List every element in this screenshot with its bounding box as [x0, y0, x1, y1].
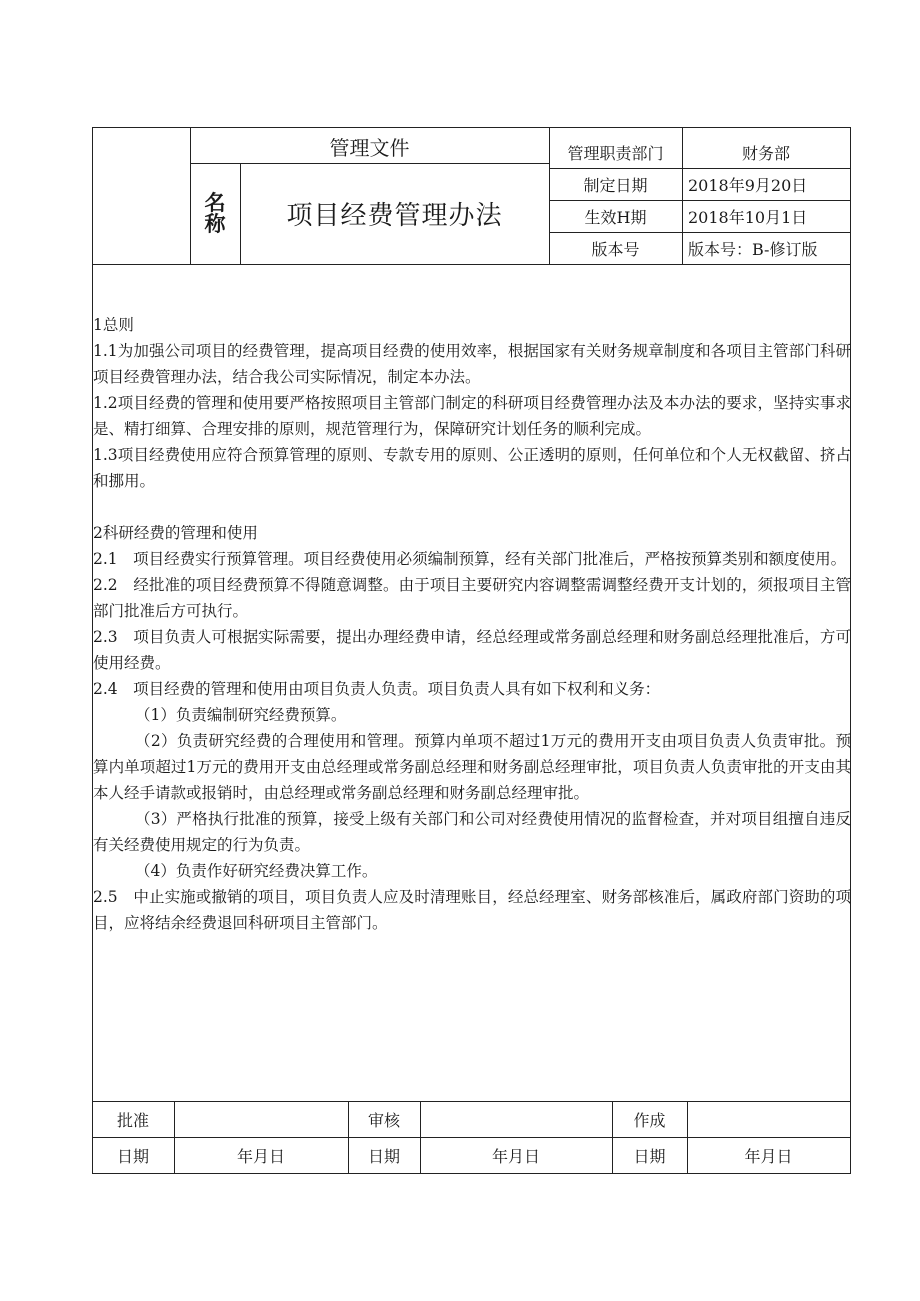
- doc-type: 管理文件: [329, 136, 410, 160]
- approve-date-label: 日期: [116, 1146, 149, 1166]
- dept-value: 财务部: [741, 143, 790, 163]
- approve-date-value[interactable]: 年月日: [236, 1146, 285, 1166]
- clause-2-4-item-2: （2）负责研究经费的合理使用和管理。预算内单项不超过1万元的费用开支由项目负责人负责审批。预算内单项超过1万元的费用开支由总经理或常务副总经理和财务副总经理审批，项目负责人负责审批的开支由其本人经手请款或报销时，由总经理或常务副总经理和财务副总经理审批。: [93, 732, 851, 802]
- review-date-value[interactable]: 年月日: [491, 1146, 540, 1166]
- effective-date-value: 2018年10月1日: [688, 207, 808, 227]
- version-value: 版本号：B-修订版: [688, 239, 818, 259]
- clause-2-3: 2.3 项目负责人可根据实际需要，提出办理经费申请，经总经理或常务副总经理和财务副总经理批准后，方可使用经费。: [93, 628, 851, 672]
- document-body: [93, 312, 851, 936]
- created-date-label: 制定日期: [583, 175, 648, 195]
- clause-2-4: 2.4 项目经费的管理和使用由项目负责人负责。项目负责人具有如下权利和义务：: [93, 680, 661, 698]
- version-label: 版本号: [591, 239, 640, 259]
- created-date-value: 2018年9月20日: [688, 175, 808, 195]
- clause-1-1: 1.1为加强公司项目的经费管理，提高项目经费的使用效率，根据国家有关财务规章制度和各项目主管部门科研项目经费管理办法，结合我公司实际情况，制定本办法。: [93, 342, 851, 386]
- approve-signature[interactable]: [174, 1101, 348, 1137]
- document-title: 项目经费管理办法: [286, 201, 503, 231]
- section-1-title: 1总则: [93, 316, 134, 334]
- clause-2-4-item-3: （3）严格执行批准的预算，接受上级有关部门和公司对经费使用情况的监督检查，并对项目组擅自违反有关经费使用规定的行为负责。: [93, 810, 851, 854]
- effective-date-label: 生效H期: [584, 207, 647, 227]
- review-label: 审核: [367, 1110, 400, 1130]
- review-signature[interactable]: [420, 1101, 612, 1137]
- review-date-label: 日期: [367, 1146, 400, 1166]
- author-date-value[interactable]: 年月日: [744, 1146, 793, 1166]
- name-label-text: 名称: [204, 190, 226, 236]
- author-signature[interactable]: [687, 1101, 850, 1137]
- name-label: [190, 163, 240, 264]
- clause-2-2: 2.2 经批准的项目经费预算不得随意调整。由于项目主要研究内容调整需调整经费开支计划的，须报项目主管部门批准后方可执行。: [93, 576, 851, 620]
- clause-2-5: 2.5 中止实施或撤销的项目，项目负责人应及时清理账目，经总经理室、财务部核准后，属政府部门资助的项目，应将结余经费退回科研项目主管部门。: [93, 888, 851, 932]
- clause-2-4-item-1: （1）负责编制研究经费预算。: [135, 706, 347, 724]
- author-date-label: 日期: [633, 1146, 666, 1166]
- clause-1-3: 1.3项目经费使用应符合预算管理的原则、专款专用的原则、公正透明的原则，任何单位和个人无权截留、挤占和挪用。: [93, 446, 851, 490]
- approve-label: 批准: [116, 1110, 149, 1130]
- clause-2-1: 2.1 项目经费实行预算管理。项目经费使用必须编制预算，经有关部门批准后，严格按预算类别和额度使用。: [93, 550, 847, 568]
- author-label: 作成: [633, 1110, 666, 1130]
- dept-label: 管理职责部门: [567, 143, 664, 163]
- clause-1-2: 1.2项目经费的管理和使用要严格按照项目主管部门制定的科研项目经费管理办法及本办法的要求，坚持实事求是、精打细算、合理安排的原则，规范管理行为，保障研究计划任务的顺利完成。: [93, 394, 851, 438]
- section-2-title: 2科研经费的管理和使用: [93, 524, 258, 542]
- clause-2-4-item-4: （4）负责作好研究经费决算工作。: [135, 862, 378, 880]
- paragraph-gap: [93, 494, 851, 520]
